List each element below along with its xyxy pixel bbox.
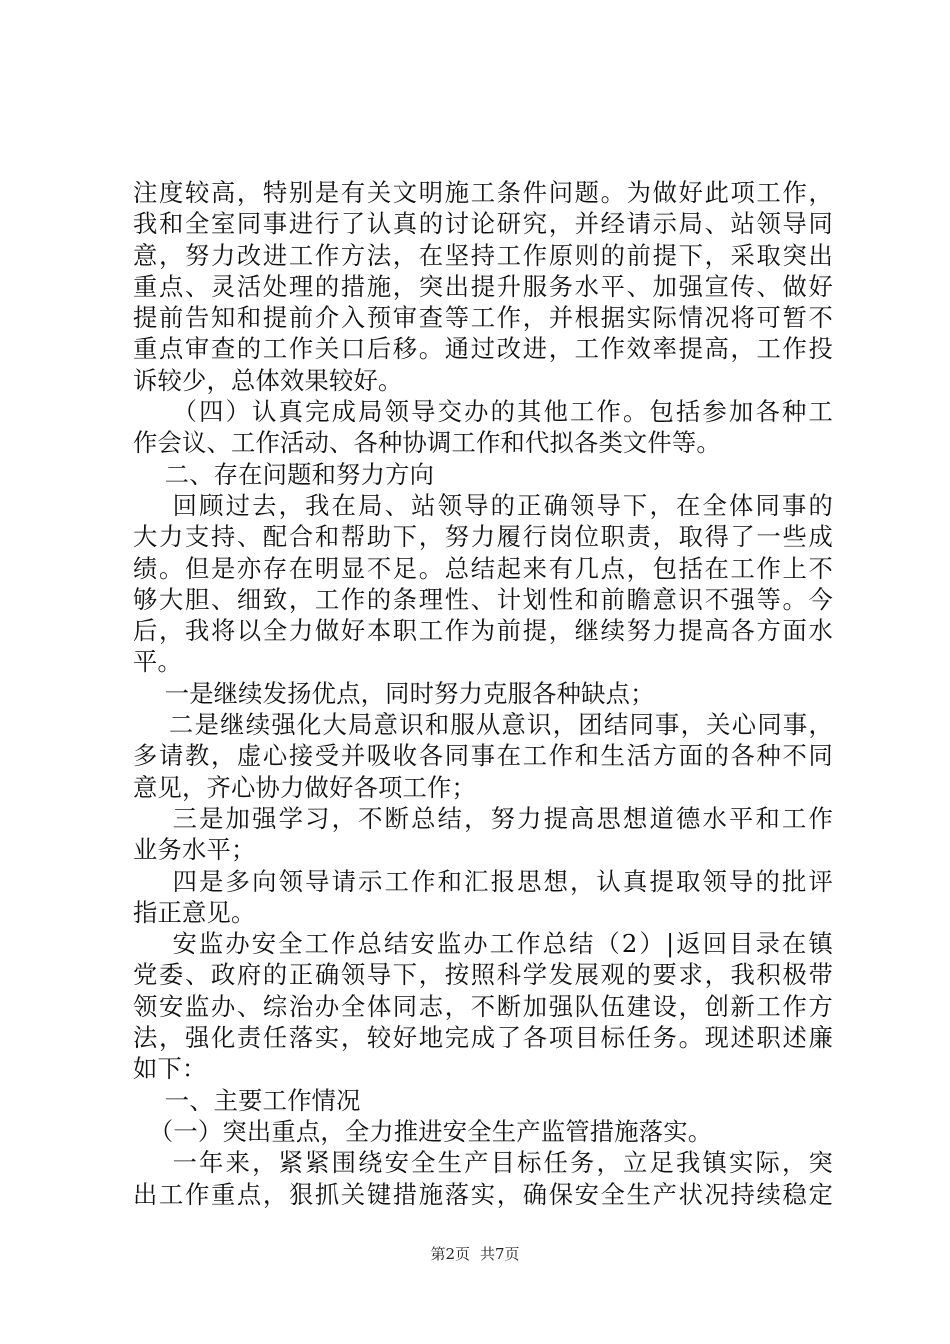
text-line: 出工作重点，狠抓关键措施落实，确保安全生产状况持续稳定 [133, 1179, 833, 1209]
text-line: 如下： [133, 1054, 207, 1084]
text-line: 重点审查的工作关口后移。通过改进，工作效率提高，工作投 [133, 334, 833, 364]
text-line: 作会议、工作活动、各种协调工作和代拟各类文件等。 [133, 428, 721, 458]
text-line: 二是继续强化大局意识和服从意识，团结同事，关心同事， [133, 710, 833, 740]
text-line: 一是继续发扬优点，同时努力克服各种缺点； [133, 678, 655, 708]
page-footer [0, 1244, 950, 1264]
text-line: （四）认真完成局领导交办的其他工作。包括参加各种工 [133, 397, 833, 427]
subsection-heading: （一）突出重点，全力推进安全生产监管措施落实。 [133, 1116, 713, 1146]
text-line: 意见，齐心协力做好各项工作； [133, 772, 476, 802]
text-line: 意，努力改进工作方法，在坚持工作原则的前提下，采取突出 [133, 240, 833, 270]
text-line: 多请教，虚心接受并吸收各同事在工作和生活方面的各种不同 [133, 741, 833, 771]
text-line: 够大胆、细致，工作的条理性、计划性和前瞻意识不强等。今 [133, 584, 833, 614]
text-line: 诉较少，总体效果较好。 [133, 365, 403, 395]
text-line: 四是多向领导请示工作和汇报思想，认真提取领导的批评 [133, 866, 833, 896]
text-line: 注度较高，特别是有关文明施工条件问题。为做好此项工作， [133, 178, 833, 207]
text-line: 平。 [133, 647, 182, 677]
text-line: 回顾过去，我在局、站领导的正确领导下，在全体同事的 [133, 490, 833, 520]
page-number-current: 第2页 [430, 1245, 470, 1263]
text-line: 后，我将以全力做好本职工作为前提，继续努力提高各方面水 [133, 616, 833, 646]
text-line: 提前告知和提前介入预审查等工作，并根据实际情况将可暂不 [133, 303, 833, 333]
text-line: 重点、灵活处理的措施，突出提升服务水平、加强宣传、做好 [133, 271, 833, 301]
text-line: 安监办安全工作总结安监办工作总结（2）|返回目录在镇 [133, 929, 833, 959]
text-line: 业务水平； [133, 835, 256, 865]
text-line: 绩。但是亦存在明显不足。总结起来有几点，包括在工作上不 [133, 553, 833, 583]
text-line: 大力支持、配合和帮助下，努力履行岗位职责，取得了一些成 [133, 522, 833, 552]
page-number-total: 共7页 [480, 1245, 520, 1263]
text-line: 一年来，紧紧围绕安全生产目标任务，立足我镇实际，突 [133, 1148, 833, 1178]
section-heading: 二、存在问题和努力方向 [133, 459, 435, 489]
text-line: 三是加强学习，不断总结，努力提高思想道德水平和工作 [133, 803, 833, 833]
text-line: 我和全室同事进行了认真的讨论研究，并经请示局、站领导同 [133, 209, 833, 239]
text-line: 领安监办、综治办全体同志，不断加强队伍建设，创新工作方 [133, 991, 833, 1021]
text-line: 党委、政府的正确领导下，按照科学发展观的要求，我积极带 [133, 960, 833, 990]
text-line: 法，强化责任落实，较好地完成了各项目标任务。现述职述廉 [133, 1023, 833, 1053]
document-body [133, 177, 833, 1210]
section-heading: 一、主要工作情况 [133, 1085, 361, 1115]
text-line: 指正意见。 [133, 897, 256, 927]
